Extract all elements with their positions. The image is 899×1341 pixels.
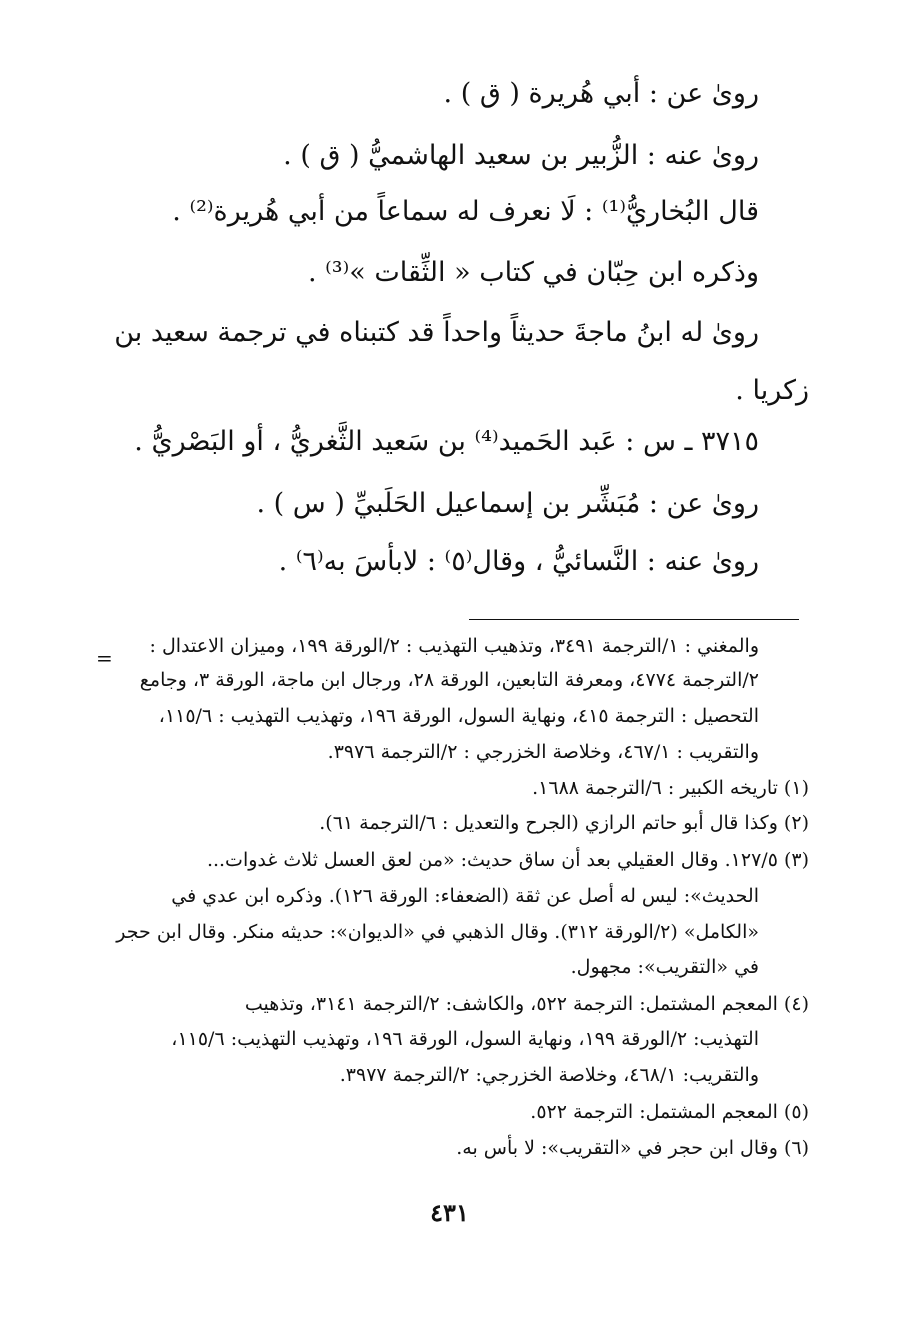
footnote-prev-line-1: والمغني : ١/الترجمة ٣٤٩١، وتذهيب التهذيب : ٢/الورقة ١٩٩، وميزان الاعتدال : (149, 635, 759, 657)
footnote-separator (469, 619, 799, 620)
entry-heading-3715: ٣٧١٥ ـ س : عَبد الحَميد⁽⁴⁾ بن سَعيد الثَّغريُّ ، أو البَصْريُّ . (134, 426, 759, 457)
page-number: ٤٣١ (430, 1198, 469, 1227)
footnote-3-line-2: الحديث»: ليس له أصل عن ثقة (الضعفاء: الورقة ١٢٦). وذكره ابن عدي في (171, 885, 759, 907)
footnote-3-line-4: في «التقريب»: مجهول. (570, 956, 759, 978)
entry-narrated-by-line: رویٰ عنه : النَّسائيُّ ، وقال⁽٥⁾ : لابأسَ به⁽٦⁾ . (278, 546, 759, 577)
entry-narrated-from-line: رویٰ عن : مُبَشِّر بن إسماعيل الحَلَبيِّ ( س ) . (256, 488, 759, 519)
footnote-3-line-1: (٣) ١٢٧/٥. وقال العقيلي بعد أن ساق حديث: «من لعق العسل ثلاث غدوات... (206, 849, 809, 871)
ibn-hibban-line: وذكره ابن حِبّان في كتاب « الثِّقات »⁽³⁾ . (307, 257, 759, 288)
narrated-from-line: رویٰ عن : أبي هُريرة ( ق ) . (443, 78, 759, 109)
ibn-majah-line-continued: زكريا . (735, 375, 809, 406)
footnote-4-line-2: التهذيب: ٢/الورقة ١٩٩، ونهاية السول، الورقة ١٩٦، وتهذيب التهذيب: ١١٥/٦، (171, 1028, 759, 1050)
footnote-4-line-3: والتقريب: ٤٦٨/١، وخلاصة الخزرجي: ٢/الترجمة ٣٩٧٧. (339, 1064, 759, 1086)
footnote-2: (٢) وكذا قال أبو حاتم الرازي (الجرح والتعديل : ٦/الترجمة ٦١). (319, 812, 809, 834)
narrated-by-line: رویٰ عنه : الزُّبير بن سعيد الهاشميُّ ( ق ) . (283, 140, 759, 171)
footnote-6: (٦) وقال ابن حجر في «التقريب»: لا بأس به. (456, 1137, 809, 1159)
footnote-1: (١) تاريخه الكبير : ٦/الترجمة ١٦٨٨. (532, 777, 809, 799)
footnote-5: (٥) المعجم المشتمل: الترجمة ٥٢٢. (530, 1101, 809, 1123)
ibn-majah-line: رویٰ له ابنُ ماجةَ حديثاً واحداً قد كتبناه في ترجمة سعيد بن (114, 317, 759, 348)
continuation-marker: = (96, 646, 113, 670)
bukhari-statement-line: قال البُخاريُّ⁽¹⁾ : لَا نعرف له سماعاً من أبي هُريرة⁽²⁾ . (172, 196, 759, 227)
footnote-3-line-3: «الكامل» (٢/الورقة ٣١٢). وقال الذهبي في «الديوان»: حديثه منكر. وقال ابن حجر (116, 921, 759, 943)
footnote-prev-line-2: ٢/الترجمة ٤٧٧٤، ومعرفة التابعين، الورقة ٢٨، ورجال ابن ماجة، الورقة ٣، وجامع (139, 669, 759, 691)
footnote-prev-line-4: والتقريب : ٤٦٧/١، وخلاصة الخزرجي : ٢/الترجمة ٣٩٧٦. (327, 741, 759, 763)
footnote-prev-line-3: التحصيل : الترجمة ٤١٥، ونهاية السول، الورقة ١٩٦، وتهذيب التهذيب : ١١٥/٦، (158, 705, 759, 727)
footnote-4-line-1: (٤) المعجم المشتمل: الترجمة ٥٢٢، والكاشف: ٢/الترجمة ٣١٤١، وتذهيب (244, 993, 809, 1015)
